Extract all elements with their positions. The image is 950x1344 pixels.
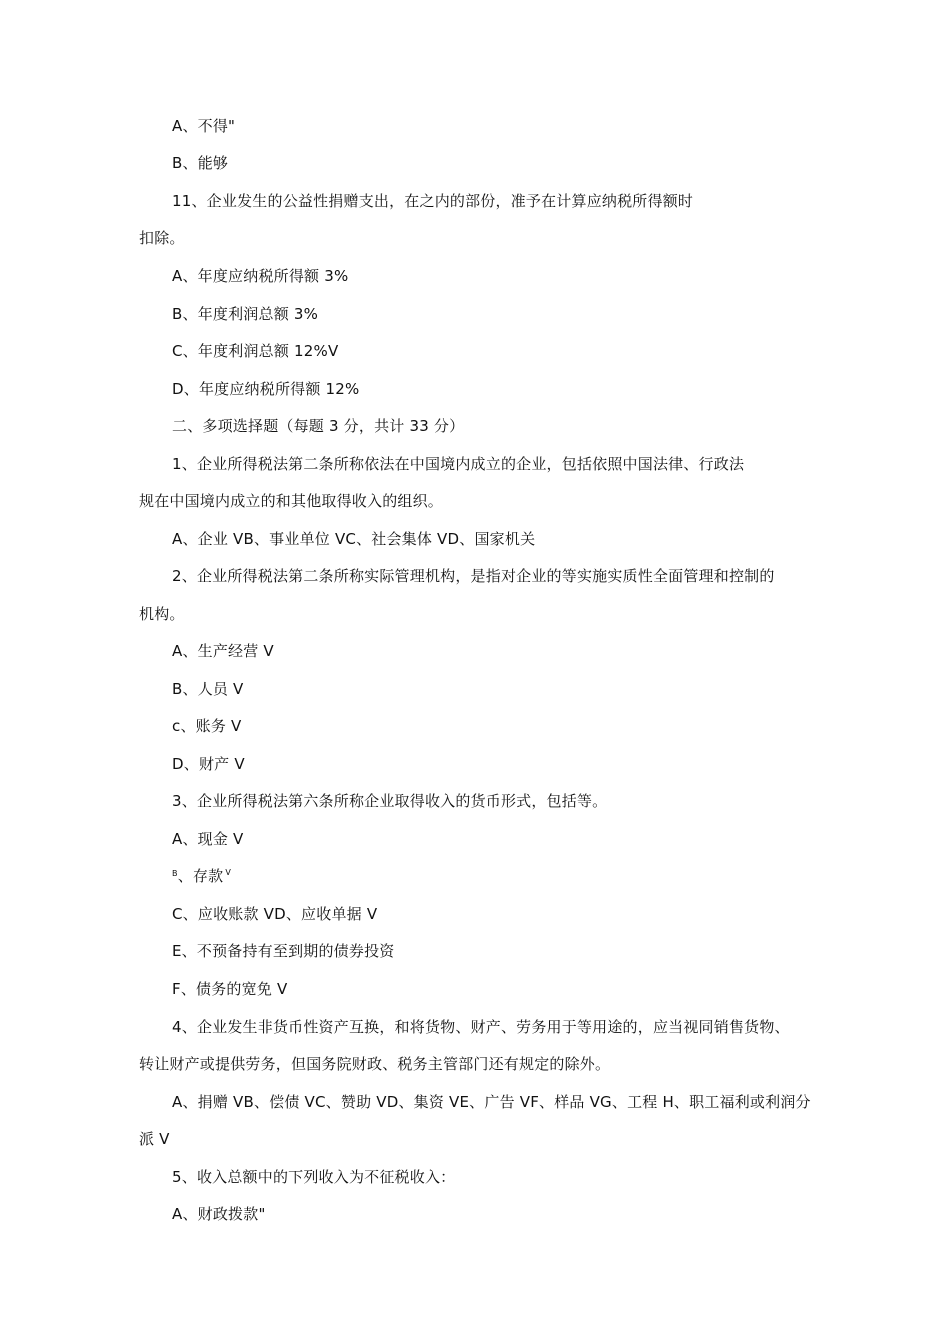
option-line: B、能够 <box>172 154 229 172</box>
option-line: A、不得" <box>172 117 236 135</box>
option-line <box>172 866 231 886</box>
option-line: F、债务的宽免 V <box>172 980 288 998</box>
option-line: D、财产 V <box>172 755 245 773</box>
question-line: 11、企业发生的公益性捐赠支出，在之内的部份，准予在计算应纳税所得额时 <box>172 192 694 210</box>
option-line: B、人员 V <box>172 680 244 698</box>
option-letter: B <box>172 869 178 878</box>
question-line: 5、收入总额中的下列收入为不征税收入： <box>172 1168 456 1186</box>
option-line: A、捐赠 VB、偿债 VC、赞助 VD、集资 VE、广告 VF、样品 VG、工程 H、职工福利或利润分 <box>172 1093 811 1111</box>
option-line: c、账务 V <box>172 717 242 735</box>
question-line: 4、企业发生非货币性资产互换，和将货物、财产、劳务用于等用途的，应当视同销售货物、 <box>172 1018 790 1036</box>
option-line: A、财政拨款" <box>172 1205 266 1223</box>
option-line: D、年度应纳税所得额 12% <box>172 380 360 398</box>
question-line: 3、企业所得税法第六条所称企业取得收入的货币形式，包括等。 <box>172 792 608 810</box>
option-text: 、存款 <box>177 867 224 885</box>
option-continuation: 派 V <box>139 1130 170 1148</box>
question-line: 2、企业所得税法第二条所称实际管理机构，是指对企业的等实施实质性全面管理和控制的 <box>172 567 775 585</box>
option-line: A、生产经营 V <box>172 642 274 660</box>
question-continuation: 扣除。 <box>139 229 185 247</box>
option-line: C、应收账款 VD、应收单据 V <box>172 905 378 923</box>
option-line: E、不预备持有至到期的债券投资 <box>172 942 395 960</box>
section-heading: 二、多项选择题（每题 3 分，共计 33 分） <box>172 417 465 435</box>
option-line: B、年度利润总额 3% <box>172 305 319 323</box>
question-continuation: 转让财产或提供劳务，但国务院财政、税务主管部门还有规定的除外。 <box>139 1055 611 1073</box>
check-mark: V <box>225 868 231 877</box>
question-line: 1、企业所得税法第二条所称依法在中国境内成立的企业，包括依照中国法律、行政法 <box>172 455 745 473</box>
question-continuation: 机构。 <box>139 605 185 623</box>
option-line: C、年度利润总额 12%V <box>172 342 339 360</box>
option-line: A、企业 VB、事业单位 VC、社会集体 VD、国家机关 <box>172 530 536 548</box>
question-continuation: 规在中国境内成立的和其他取得收入的组织。 <box>139 492 444 510</box>
option-line: A、年度应纳税所得额 3% <box>172 267 349 285</box>
option-line: A、现金 V <box>172 830 244 848</box>
